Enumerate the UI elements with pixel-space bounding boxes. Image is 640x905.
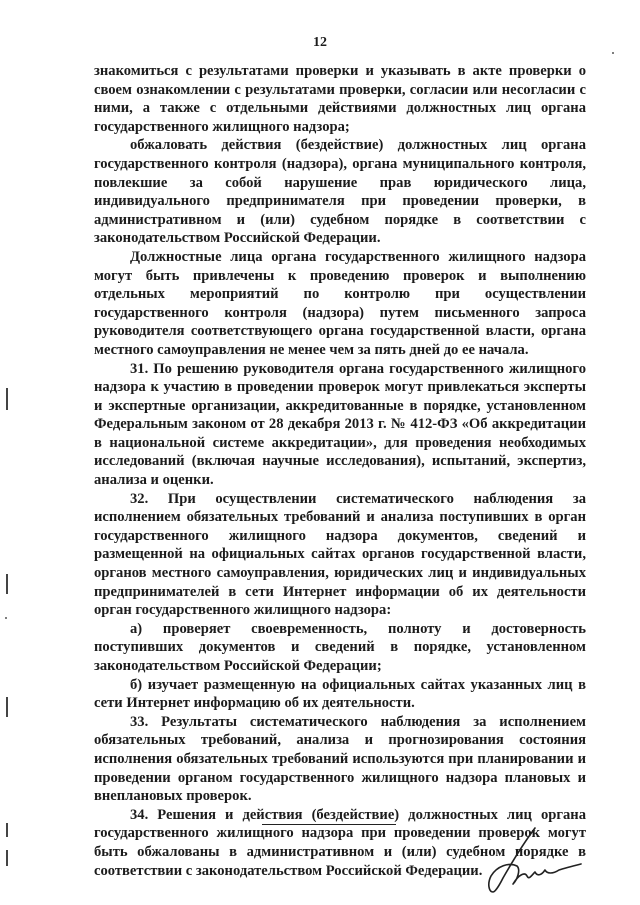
- paragraph-rights-appeal: обжаловать действия (бездействие) должностных лиц органа государственного контроля (надзора), органа муниципального контроля, повлекшие за собой нарушение прав юридического лица, индивидуального предпринимателя при проведении проверки, в административном и (или) судебном порядке в соответствии с законодательством Российской Федерации.: [94, 137, 586, 247]
- scan-mark-left-5: [6, 850, 8, 866]
- paragraph-34: 34. Решения и действия (бездействие) должностных лиц органа государственного жилищного надзора при проведении проверок могут быть обжалованы в административном и (или) судебном порядке в соответствии с законодательством Российской Федерации.: [94, 806, 586, 879]
- scan-mark-left-2: [6, 574, 8, 594]
- paragraph-32-a: а) проверяет своевременность, полноту и достоверность поступивших документов и сведений в порядке, установленном законодательством Российской Федерации;: [94, 620, 586, 674]
- scan-mark-left-1: [6, 388, 8, 410]
- scan-mark-left-3: [6, 697, 8, 717]
- closing-rule: [262, 824, 396, 825]
- scan-mark-left-4: [6, 823, 8, 837]
- paragraph-rights-acquaint: знакомиться с результатами проверки и указывать в акте проверки о своем ознакомлении с результатами проверки, согласии или несогласии с ними, а также с отдельными действиями должностных лиц органа государственного жилищного надзора;: [94, 63, 586, 135]
- page-number: 12: [313, 35, 327, 50]
- scan-dot-left: [5, 617, 7, 619]
- document-body: [94, 62, 586, 880]
- scan-dot-right: [612, 52, 614, 54]
- paragraph-officials-involvement: Должностные лица органа государственного жилищного надзора могут быть привлечены к проведению проверок и выполнению отдельных мероприятий по контролю при осуществлении государственного контроля (надзора) путем письменного запроса руководителя соответствующего органа государственной власти, органа местного самоуправления не менее чем за пять дней до ее начала.: [94, 248, 586, 358]
- paragraph-32-b: б) изучает размещенную на официальных сайтах указанных лиц в сети Интернет информацию об их деятельности.: [94, 676, 586, 712]
- signature-mark: [473, 826, 583, 898]
- paragraph-32: 32. При осуществлении систематического наблюдения за исполнением обязательных требований и анализа поступивших в орган государственного жилищного надзора документов, сведений и размещенной на официальных сайтах органов государственной власти, органов местного самоуправления, юридических лиц и индивидуальных предпринимателей в сети Интернет информации об их деятельности орган государственного жилищного надзора:: [94, 490, 586, 619]
- paragraph-31: 31. По решению руководителя органа государственного жилищного надзора к участию в проведении проверок могут привлекаться эксперты и экспертные организации, аккредитованные в порядке, установленном Федеральным законом от 28 декабря 2013 г. № 412-ФЗ «Об аккредитации в национальной системе аккредитации», для проведения необходимых исследований (включая научные исследования), испытаний, экспертиз, анализа и оценки.: [94, 360, 586, 489]
- paragraph-33: 33. Результаты систематического наблюдения за исполнением обязательных требований, анализа и прогнозирования состояния исполнения обязательных требований используются при планировании и проведении органом государственного жилищного надзора плановых и внеплановых проверок.: [94, 713, 586, 805]
